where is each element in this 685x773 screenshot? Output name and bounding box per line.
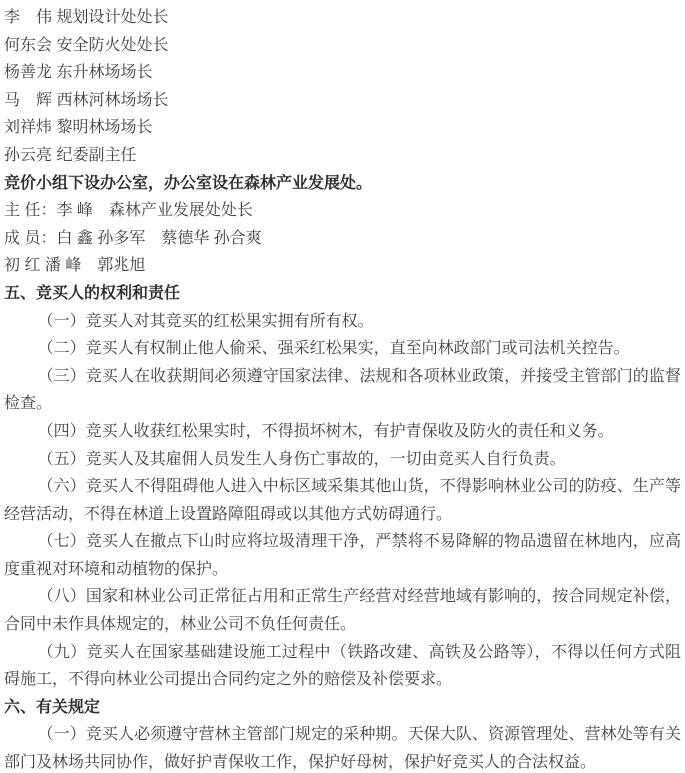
- section-5-heading: 五、竞买人的权利和责任: [4, 284, 181, 302]
- section-6-clause-1: （一）竞买人必须遵守营林主管部门规定的采种期。天保大队、资源管理处、营林处等有关部门及林场共同协作，做好护青保收工作，保护好母树，保护好竞买人的合法权益。: [4, 726, 681, 772]
- office-director-line: 主 任：李 峰 森林产业发展处处长: [4, 202, 253, 220]
- section-5-clause-2: （二）竞买人有权制止他人偷采、强采红松果实，直至向林政部门或司法机关控告。: [37, 340, 630, 358]
- office-members-continued-line: 初 红 潘 峰 郭兆旭: [4, 257, 146, 275]
- office-note-line: 竞价小组下设办公室，办公室设在森林产业发展处。: [4, 174, 373, 192]
- section-6-heading: 六、有关规定: [4, 698, 101, 716]
- section-5-clause-6: （六）竞买人不得阻碍他人进入中标区域采集其他山货，不得影响林业公司的防疫、生产等经营活动，不得在林道上设置路障阻碍或以其他方式妨碍通行。: [4, 478, 681, 523]
- section-5-clause-3: （三）竞买人在收获期间必须遵守国家法律、法规和各项林业政策，并接受主管部门的监督检查。: [4, 367, 681, 413]
- committee-member-line: 杨善龙 东升林场场长: [4, 64, 153, 82]
- committee-member-line: 刘祥炜 黎明林场场长: [4, 119, 153, 137]
- committee-member-line: 孙云亮 纪委副主任: [4, 146, 137, 164]
- section-5-clause-9: （九）竞买人在国家基础建设施工过程中（铁路改建、高铁及公路等），不得以任何方式阻碍施工，不得向林业公司提出合同约定之外的赔偿及补偿要求。: [4, 643, 681, 689]
- section-5-clause-4: （四）竞买人收获红松果实时，不得损坏树木，有护青保收及防火的责任和义务。: [37, 422, 614, 440]
- section-5-clause-1: （一）竞买人对其竞买的红松果实拥有所有权。: [37, 312, 374, 330]
- committee-member-line: 李 伟 规划设计处处长: [4, 9, 169, 26]
- committee-member-line: 马 辉 西林河林场场长: [4, 91, 169, 109]
- section-5-clause-5: （五）竞买人及其雇佣人员发生人身伤亡事故的，一切由竞买人自行负责。: [37, 450, 566, 468]
- section-5-clause-8: （八）国家和林业公司正常征占用和正常生产经营对经营地域有影响的，按合同规定补偿，合同中未作具体规定的，林业公司不负任何责任。: [4, 588, 681, 634]
- section-5-clause-7: （七）竞买人在撤点下山时应将垃圾清理干净，严禁将不易降解的物品遗留在林地内，应高度重视对环境和动植物的保护。: [4, 533, 681, 578]
- committee-member-line: 何东会 安全防火处处长: [4, 36, 169, 54]
- office-members-line: 成 员：白 鑫 孙多军 蔡德华 孙合爽: [4, 229, 262, 247]
